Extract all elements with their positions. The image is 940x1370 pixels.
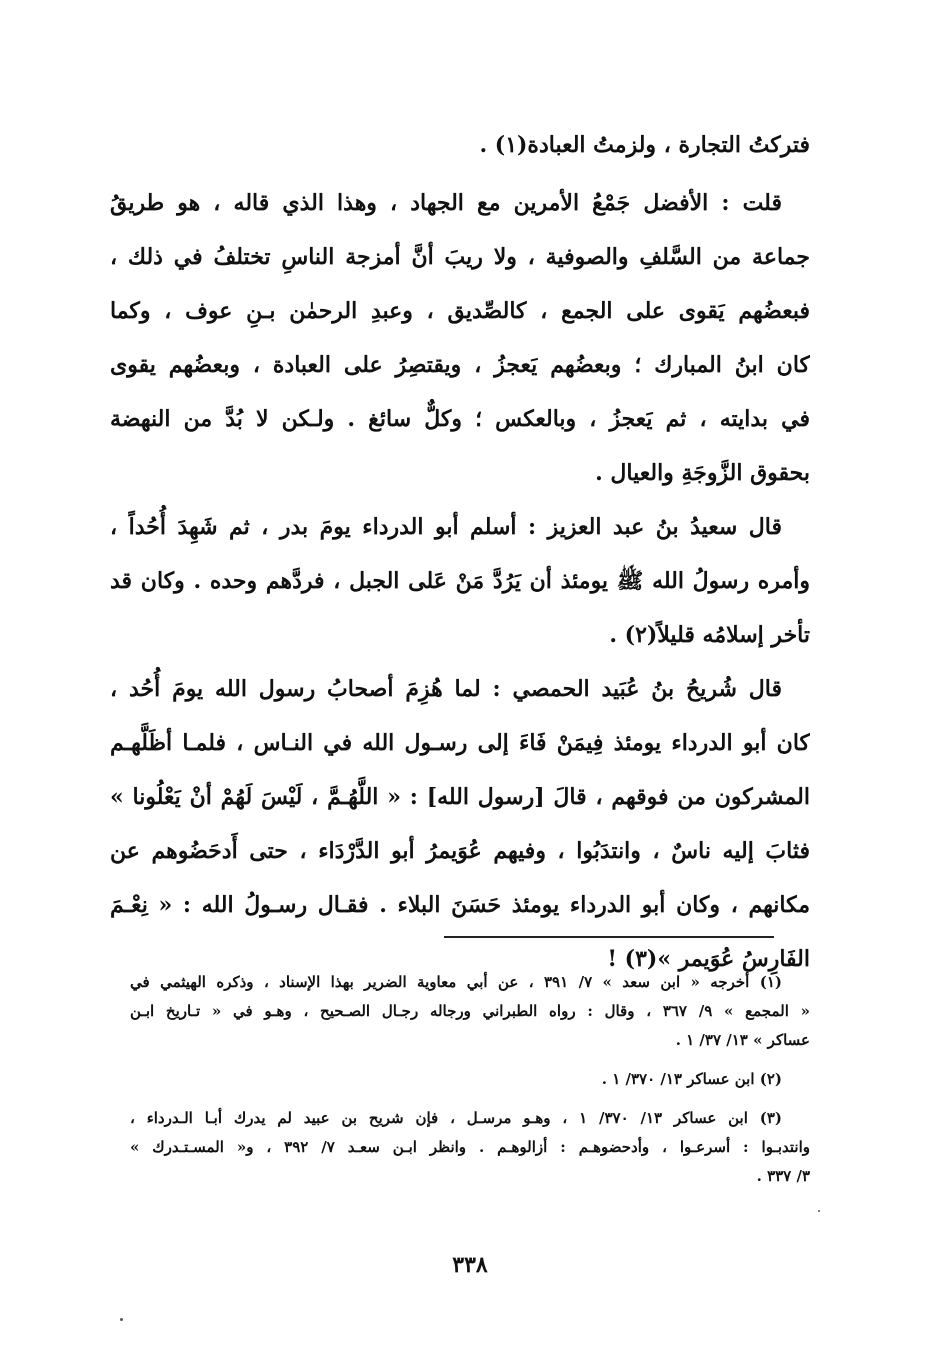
text-line: قلت : الأفضل جَمْعُ الأمرين مع الجهاد ، وهذا الذي قاله ، هو طريقُ: [110, 190, 782, 216]
footnotes: [130, 968, 810, 1201]
text-line: فتركتُ التجارة ، ولزمتُ العبادة(١) .: [479, 132, 810, 158]
footnote-line: « المجمع » ٩/ ٣٦٧ ، وقال : رواه الطبراني ورجاله رجـال الصـحيح ، وهـو في « تـاريخ ابـن: [130, 1002, 810, 1020]
footnote-3: [130, 1104, 810, 1191]
text-line: الفَارِسُ عُوَيمر »(٣) !: [607, 946, 810, 972]
scan-speck: [120, 1318, 123, 1321]
text-line: كان أبو الدرداء يومئذ فِيمَنْ فَاءَ إلى رسـول الله في النـاس ، فلمـا أظَلَّهـم: [110, 730, 810, 756]
text-line: فبعضُهم يَقوى على الجمع ، كالصِّديق ، وعبدِ الرحمٰن بـنِ عوف ، وكما: [110, 298, 810, 324]
paragraph-2: [110, 176, 810, 500]
text-line: جماعة من السَّلفِ والصوفية ، ولا ريبَ أنَّ أمزجة الناسِ تختلفُ في ذلك ،: [110, 244, 810, 270]
paragraph-3: [110, 500, 810, 662]
footnote-line: (١) أخرجه « ابن سعد » ٧/ ٣٩١ ، عن أبي معاوية الضرير بهذا الإسناد ، وذكره الهيثمي في: [130, 973, 782, 991]
text-line: بحقوق الزَّوجَةِ والعيال .: [595, 460, 810, 486]
text-line: فثابَ إليه ناسٌ ، وانتدَبُوا ، وفيهم عُوَيمرُ أبو الدَّرْدَاء ، حتى أَدحَضُوهم عن: [110, 838, 810, 864]
footnote-line: (٣) ابن عساكر ١٣/ ٣٧٠/ ١ ، وهـو مرسـل ، فإن شريح بن عبيد لم يدرك أبـا الـدرداء ،: [130, 1109, 783, 1127]
text-line: المشركون من فوقهم ، قالَ [رسول الله] : « اللَّهُـمَّ ، لَيْسَ لَهُمْ أنْ يَعْلُونا »: [110, 784, 810, 810]
footnote-2: [130, 1065, 810, 1094]
footnote-separator: [444, 936, 774, 938]
text-line: قال شُريحُ بنُ عُبَيد الحمصي : لما هُزِمَ أصحابُ رسول الله يومَ أُحُد ،: [110, 676, 782, 702]
paragraph-1: [110, 118, 810, 172]
footnote-line: (٢) ابن عساكر ١٣/ ٣٧٠/ ١ .: [601, 1070, 782, 1088]
footnote-1: [130, 968, 810, 1055]
text-line: مكانهم ، وكان أبو الدرداء يومئذ حَسَنَ البلاء . فقـال رسـولُ الله : « نِعْـمَ: [110, 892, 810, 918]
text-line: وأمره رسولُ الله ﷺ يومئذ أن يَرُدَّ مَنْ عَلى الجبل ، فردَّهم وحده . وكان قد: [110, 568, 810, 594]
text-line: تأخر إسلامُه قليلاً(٢) .: [609, 622, 810, 648]
text-line: كان ابنُ المبارك ؛ وبعضُهم يَعجزُ ، ويقتصِرُ على العبادة ، وبعضُهم يقوى: [110, 352, 810, 378]
footnote-line: عساكر » ١٣/ ٣٧/ ١ .: [675, 1031, 810, 1049]
footnote-line: ٣/ ٣٣٧ .: [756, 1167, 810, 1185]
scan-speck: [818, 1210, 820, 1212]
main-text: [110, 118, 810, 986]
text-line: قال سعيدُ بنُ عبد العزيز : أسلم أبو الدرداء يومَ بدر ، ثم شَهِدَ أُحُداً ،: [110, 514, 782, 540]
text-line: في بدايته ، ثم يَعجزُ ، وبالعكس ؛ وكلٌّ سائغ . ولـكن لا بُدَّ من النهضة: [110, 406, 810, 432]
footnote-line: وانتدبـوا : أسرعـوا ، وأدحضوهـم : أزالوهـم . وانظر ابـن سعـد ٧/ ٣٩٢ ، و« المسـتـدرك »: [130, 1138, 810, 1156]
page-number: ٣٣٨: [452, 1252, 488, 1278]
